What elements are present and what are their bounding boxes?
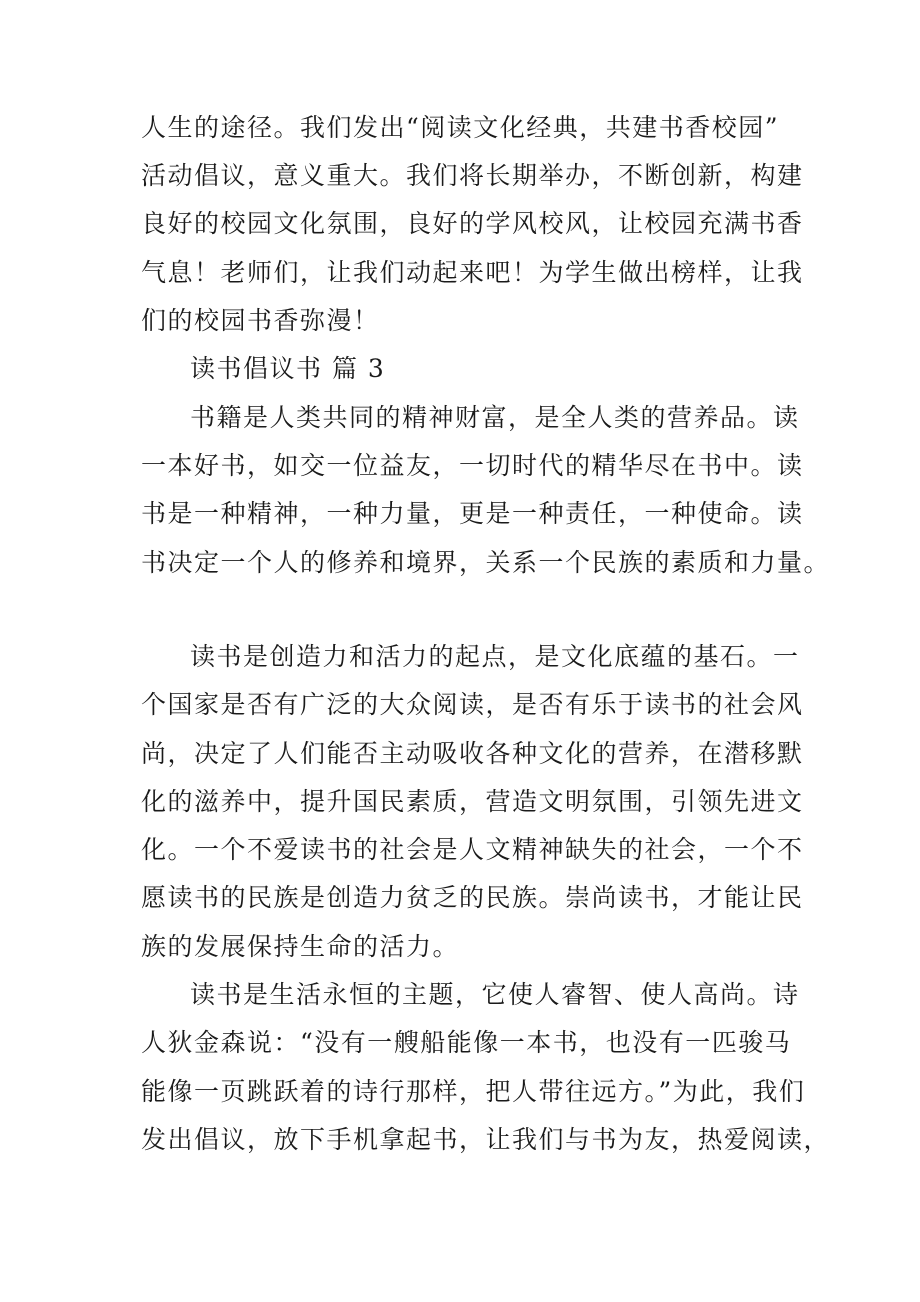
- text-line: 尚，决定了人们能否主动吸收各种文化的营养，在潜移默: [141, 739, 804, 768]
- text-line: 化。一个不爱读书的社会是人文精神缺失的社会，一个不: [141, 835, 804, 864]
- text-line: 书是一种精神，一种力量，更是一种责任，一种使命。读: [141, 499, 804, 528]
- text-line: 良好的校园文化氛围，良好的学风校风，让校园充满书香: [141, 209, 804, 238]
- text-line: 化的滋养中，提升国民素质，营造文明氛围，引领先进文: [141, 787, 804, 816]
- text-line: 读书是创造力和活力的起点，是文化底蕴的基石。一: [190, 642, 800, 671]
- text-line: 人狄金森说：“没有一艘船能像一本书，也没有一匹骏马: [141, 1028, 792, 1057]
- text-line: 个国家是否有广泛的大众阅读，是否有乐于读书的社会风: [141, 690, 804, 719]
- text-line: 发出倡议，放下手机拿起书，让我们与书为友，热爱阅读，: [141, 1125, 831, 1154]
- text-line: 愿读书的民族是创造力贫乏的民族。崇尚读书，才能让民: [141, 883, 804, 912]
- text-line: 们的校园书香弥漫！: [141, 306, 380, 335]
- text-line: 能像一页跳跃着的诗行那样，把人带往远方。”为此，我们: [141, 1077, 806, 1106]
- text-line: 族的发展保持生命的活力。: [141, 932, 460, 961]
- text-line: 人生的途径。我们发出“阅读文化经典，共建书香校园”: [141, 113, 780, 142]
- section-heading: 读书倡议书 篇 3: [190, 354, 386, 383]
- text-line: 一本好书，如交一位益友，一切时代的精华尽在书中。读: [141, 451, 804, 480]
- text-line: 书籍是人类共同的精神财富，是全人类的营养品。读: [190, 403, 800, 432]
- text-line: 读书是生活永恒的主题，它使人睿智、使人高尚。诗: [190, 980, 800, 1009]
- text-line: 气息！老师们，让我们动起来吧！为学生做出榜样，让我: [141, 258, 804, 287]
- text-line: 书决定一个人的修养和境界，关系一个民族的素质和力量。: [141, 548, 831, 577]
- text-line: 活动倡议，意义重大。我们将长期举办，不断创新，构建: [141, 161, 804, 190]
